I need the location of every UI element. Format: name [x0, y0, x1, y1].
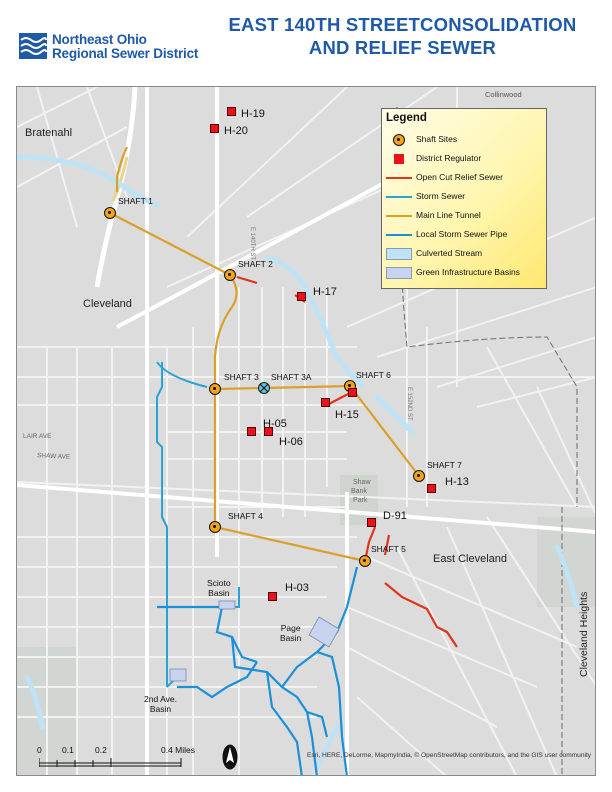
shaft-site-icon — [386, 133, 412, 147]
street-label: E 140TH ST — [249, 227, 255, 261]
shaft-site-icon[interactable] — [209, 521, 221, 533]
polygon-icon — [386, 247, 412, 261]
regulator-icon[interactable] — [367, 518, 376, 527]
shaft-site-icon[interactable] — [209, 383, 221, 395]
shaft-site-icon[interactable] — [104, 207, 116, 219]
header — [0, 0, 612, 72]
shaft-label[interactable]: SHAFT 7 — [427, 460, 462, 470]
place-park: Park — [353, 497, 368, 504]
regulator-label[interactable]: D-91 — [383, 510, 407, 522]
legend-item — [382, 264, 548, 282]
shaft-label[interactable]: SHAFT 4 — [228, 511, 263, 521]
scale-bar — [39, 745, 219, 773]
street-label: LAIR AVE — [23, 433, 52, 440]
regulator-icon[interactable] — [348, 388, 357, 397]
legend-label: Green Infrastructure Basins — [416, 267, 520, 277]
legend — [381, 108, 547, 289]
org-name-line1: Northeast Ohio — [52, 32, 147, 47]
regulator-icon[interactable] — [227, 107, 236, 116]
scale-tick-label: 0.4 Miles — [161, 745, 196, 755]
scale-tick-label: 0.2 — [95, 745, 107, 755]
map-title-line2: AND RELIEF SEWER — [308, 37, 497, 58]
shaft-site-center — [213, 525, 216, 528]
legend-item — [382, 245, 548, 263]
regulator-label[interactable]: H-06 — [279, 436, 303, 448]
shaft-label[interactable]: SHAFT 2 — [238, 259, 273, 269]
regulator-label[interactable]: H-20 — [224, 125, 248, 137]
place-cleveland: Cleveland — [83, 298, 132, 310]
place-bratenahl: Bratenahl — [25, 127, 73, 139]
shaft-label[interactable]: SHAFT 3A — [271, 372, 312, 382]
legend-label: Culverted Stream — [416, 248, 483, 258]
basin-label-page: Page Basin — [280, 623, 302, 643]
shaft-site-icon[interactable] — [224, 269, 236, 281]
shaft-site-center — [417, 474, 420, 477]
legend-label: Open Cut Relief Sewer — [416, 172, 503, 182]
line-icon — [386, 190, 412, 204]
regulator-label[interactable]: H-15 — [335, 409, 359, 421]
map-frame[interactable] — [16, 86, 596, 776]
org-name-line2: Regional Sewer District — [52, 46, 199, 61]
shaft-site-center — [363, 559, 366, 562]
shaft-label[interactable]: SHAFT 1 — [118, 196, 153, 206]
scioto-basin — [219, 601, 235, 609]
shaft-label[interactable]: SHAFT 5 — [371, 544, 406, 554]
place-bank: Bank — [351, 488, 367, 495]
regulator-label[interactable]: H-03 — [285, 582, 309, 594]
place-shaw: Shaw — [353, 479, 371, 486]
legend-item — [382, 169, 548, 187]
legend-label: Shaft Sites — [416, 134, 458, 144]
north-arrow-icon — [222, 744, 238, 770]
neorsd-logo-icon — [18, 32, 48, 60]
legend-label: District Regulator — [416, 153, 482, 163]
shaft-site-center — [228, 273, 231, 276]
shaft-label[interactable]: SHAFT 6 — [356, 370, 391, 380]
shaft-site-icon[interactable] — [359, 555, 371, 567]
shaft-site-center — [108, 211, 111, 214]
regulator-label[interactable]: H-19 — [241, 108, 265, 120]
street-label: SHAW AVE — [36, 452, 71, 461]
shaft-label[interactable]: SHAFT 3 — [224, 372, 259, 382]
legend-label: Storm Sewer — [416, 191, 466, 201]
regulator-label[interactable]: H-17 — [313, 286, 337, 298]
map-title — [200, 13, 605, 59]
shaft-site-center — [348, 384, 351, 387]
map-credits: Esri, HERE, DeLorme, MapmyIndia, © OpenStreetMap contributors, and the GIS user community — [307, 752, 592, 759]
regulator-icon[interactable] — [321, 398, 330, 407]
shaft-site-icon[interactable] — [413, 470, 425, 482]
line-icon — [386, 171, 412, 185]
legend-label: Main Line Tunnel — [416, 210, 481, 220]
regulator-icon[interactable] — [268, 592, 277, 601]
polygon-icon — [386, 266, 412, 280]
street-label: E 152ND ST — [406, 387, 412, 421]
basin-label-scioto: Scioto Basin — [207, 578, 231, 598]
scale-tick-label: 0.1 — [62, 745, 74, 755]
regulator-icon[interactable] — [247, 427, 256, 436]
regulator-label[interactable]: H-13 — [445, 476, 469, 488]
legend-item — [382, 226, 548, 244]
map-title-line1: EAST 140TH STREETCONSOLIDATION — [228, 14, 577, 35]
regulator-icon[interactable] — [297, 292, 306, 301]
regulator-label[interactable]: H-05 — [263, 418, 287, 430]
basin-label-second-ave: 2nd Ave. Basin — [144, 694, 177, 714]
regulator-icon[interactable] — [210, 124, 219, 133]
place-collinwood: Collinwood — [485, 90, 522, 99]
second-ave-basin — [170, 669, 186, 681]
regulator-icon[interactable] — [427, 484, 436, 493]
line-icon — [386, 209, 412, 223]
legend-item — [382, 150, 548, 168]
line-icon — [386, 228, 412, 242]
legend-item — [382, 131, 548, 149]
place-cleveland-heights: Cleveland Heights — [578, 591, 590, 677]
neorsd-logo — [18, 32, 228, 62]
legend-title: Legend — [386, 112, 427, 124]
place-east-cleveland: East Cleveland — [433, 553, 507, 565]
shaft-site-center — [213, 387, 216, 390]
legend-item — [382, 207, 548, 225]
regulator-icon — [386, 152, 412, 166]
legend-item — [382, 188, 548, 206]
legend-label: Local Storm Sewer Pipe — [416, 229, 508, 239]
scale-tick-label: 0 — [37, 745, 42, 755]
scale-bar-graphic — [39, 745, 219, 773]
